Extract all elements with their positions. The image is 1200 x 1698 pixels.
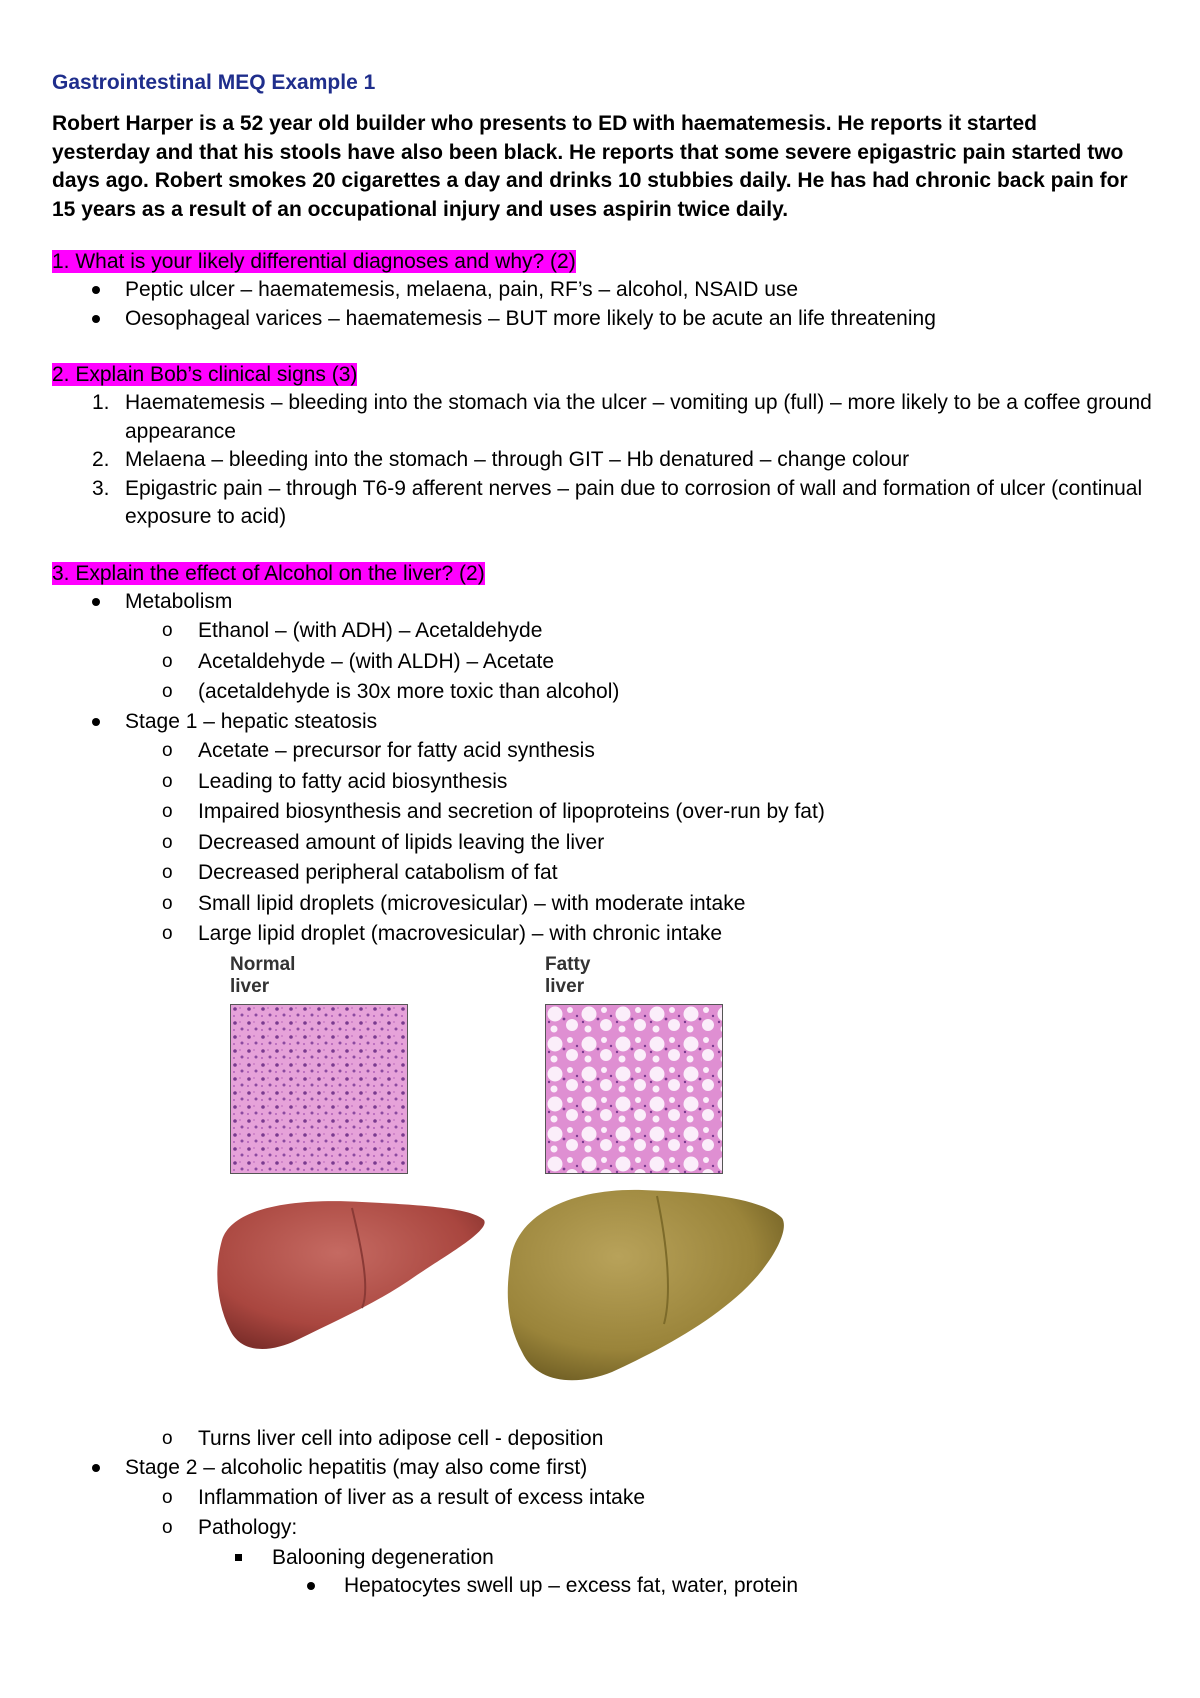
list-item: o Small lipid droplets (microvesicular) – with moderate intake (52, 889, 1152, 920)
question-1-section (52, 248, 1152, 333)
list-number: 2. (92, 448, 110, 471)
circle-bullet-icon: o (162, 1486, 173, 1508)
fatty-liver-label: Fatty liver (545, 953, 591, 997)
document-page (52, 70, 1152, 1601)
circle-bullet-icon: o (162, 650, 173, 672)
list-item-stage-2: Stage 2 – alcoholic hepatitis (may also come first) (52, 1454, 1152, 1483)
case-description: Robert Harper is a 52 year old builder who presents to ED with haematemesis. He reports it started yesterday and that his stools have also been black. He reports that some severe epigastric pain started two days ago. Robert smokes 20 cigarettes a day and drinks 10 stubbies daily. He has had chronic back pain for 15 years as a result of an occupational injury and uses aspirin twice daily. (52, 112, 1128, 221)
list-item: o Pathology: (52, 1513, 1152, 1544)
question-3-answers (52, 588, 1152, 950)
list-item: o Inflammation of liver as a result of excess intake (52, 1483, 1152, 1514)
liver-comparison-figure (52, 952, 1152, 1422)
list-item-metabolism: Metabolism (52, 588, 1152, 617)
list-item: Hepatocytes swell up – excess fat, water, protein (52, 1572, 1152, 1601)
question-1-answers (52, 276, 1152, 333)
circle-bullet-icon: o (162, 1427, 173, 1449)
question-3-section (52, 560, 1152, 1601)
normal-liver-histology-image (230, 1004, 408, 1174)
fatty-liver-histology-image (545, 1004, 723, 1174)
list-item: o Leading to fatty acid biosynthesis (52, 767, 1152, 798)
document-title: Gastrointestinal MEQ Example 1 (52, 71, 376, 94)
list-number: 3. (92, 476, 110, 500)
list-item: Oesophageal varices – haematemesis – BUT more likely to be acute an life threatening (52, 305, 1152, 334)
list-item: Peptic ulcer – haematemesis, melaena, pain, RF’s – alcohol, NSAID use (52, 276, 1152, 305)
list-item: o Decreased amount of lipids leaving the liver (52, 828, 1152, 859)
list-item: o Turns liver cell into adipose cell - deposition (52, 1424, 1152, 1455)
fatty-liver-image (492, 1174, 792, 1394)
question-3 (52, 560, 1152, 588)
question-3-highlight: 3. Explain the effect of Alcohol on the liver? (2) (52, 561, 485, 585)
list-item: o Ethanol – (with ADH) – Acetaldehyde (52, 616, 1152, 647)
list-item: Balooning degeneration (52, 1544, 1152, 1573)
question-3-answers-continued (52, 1424, 1152, 1601)
circle-bullet-icon: o (162, 923, 173, 944)
list-item-stage-1: Stage 1 – hepatic steatosis (52, 708, 1152, 737)
question-2-answers (52, 389, 1152, 532)
list-item: o (acetaldehyde is 30x more toxic than alcohol) (52, 677, 1152, 708)
circle-bullet-icon: o (162, 770, 173, 792)
list-item: o Acetaldehyde – (with ALDH) – Acetate (52, 647, 1152, 678)
circle-bullet-icon: o (162, 740, 173, 761)
list-item: o Acetate – precursor for fatty acid synthesis (52, 736, 1152, 767)
question-1-highlight: 1. What is your likely differential diagnoses and why? (2) (52, 250, 576, 273)
circle-bullet-icon: o (162, 620, 173, 641)
list-item: 1. Haematemesis – bleeding into the stomach via the ulcer – vomiting up (full) – more likely to be a coffee ground appearance (92, 391, 1152, 443)
normal-liver-label: Normal liver (230, 953, 296, 997)
question-2-section (52, 361, 1152, 532)
list-item: o Large lipid droplet (macrovesicular) – with chronic intake (52, 919, 1152, 950)
list-item: 3. Epigastric pain – through T6-9 afferent nerves – pain due to corrosion of wall and formation of ulcer (continual exposure to acid) (92, 476, 1143, 528)
question-1 (52, 248, 1152, 276)
circle-bullet-icon: o (162, 801, 173, 822)
circle-bullet-icon: o (162, 862, 173, 883)
list-item: o Impaired biosynthesis and secretion of lipoproteins (over-run by fat) (52, 797, 1152, 828)
circle-bullet-icon: o (162, 681, 173, 702)
question-2 (52, 361, 1152, 389)
question-2-highlight: 2. Explain Bob’s clinical signs (3) (52, 363, 358, 386)
circle-bullet-icon: o (162, 831, 173, 853)
normal-liver-image (202, 1190, 492, 1360)
list-item: o Decreased peripheral catabolism of fat (52, 858, 1152, 889)
circle-bullet-icon: o (162, 892, 173, 914)
list-number: 1. (92, 391, 110, 414)
list-item: 2. Melaena – bleeding into the stomach – through GIT – Hb denatured – change colour (52, 446, 1152, 475)
circle-bullet-icon: o (162, 1517, 173, 1538)
